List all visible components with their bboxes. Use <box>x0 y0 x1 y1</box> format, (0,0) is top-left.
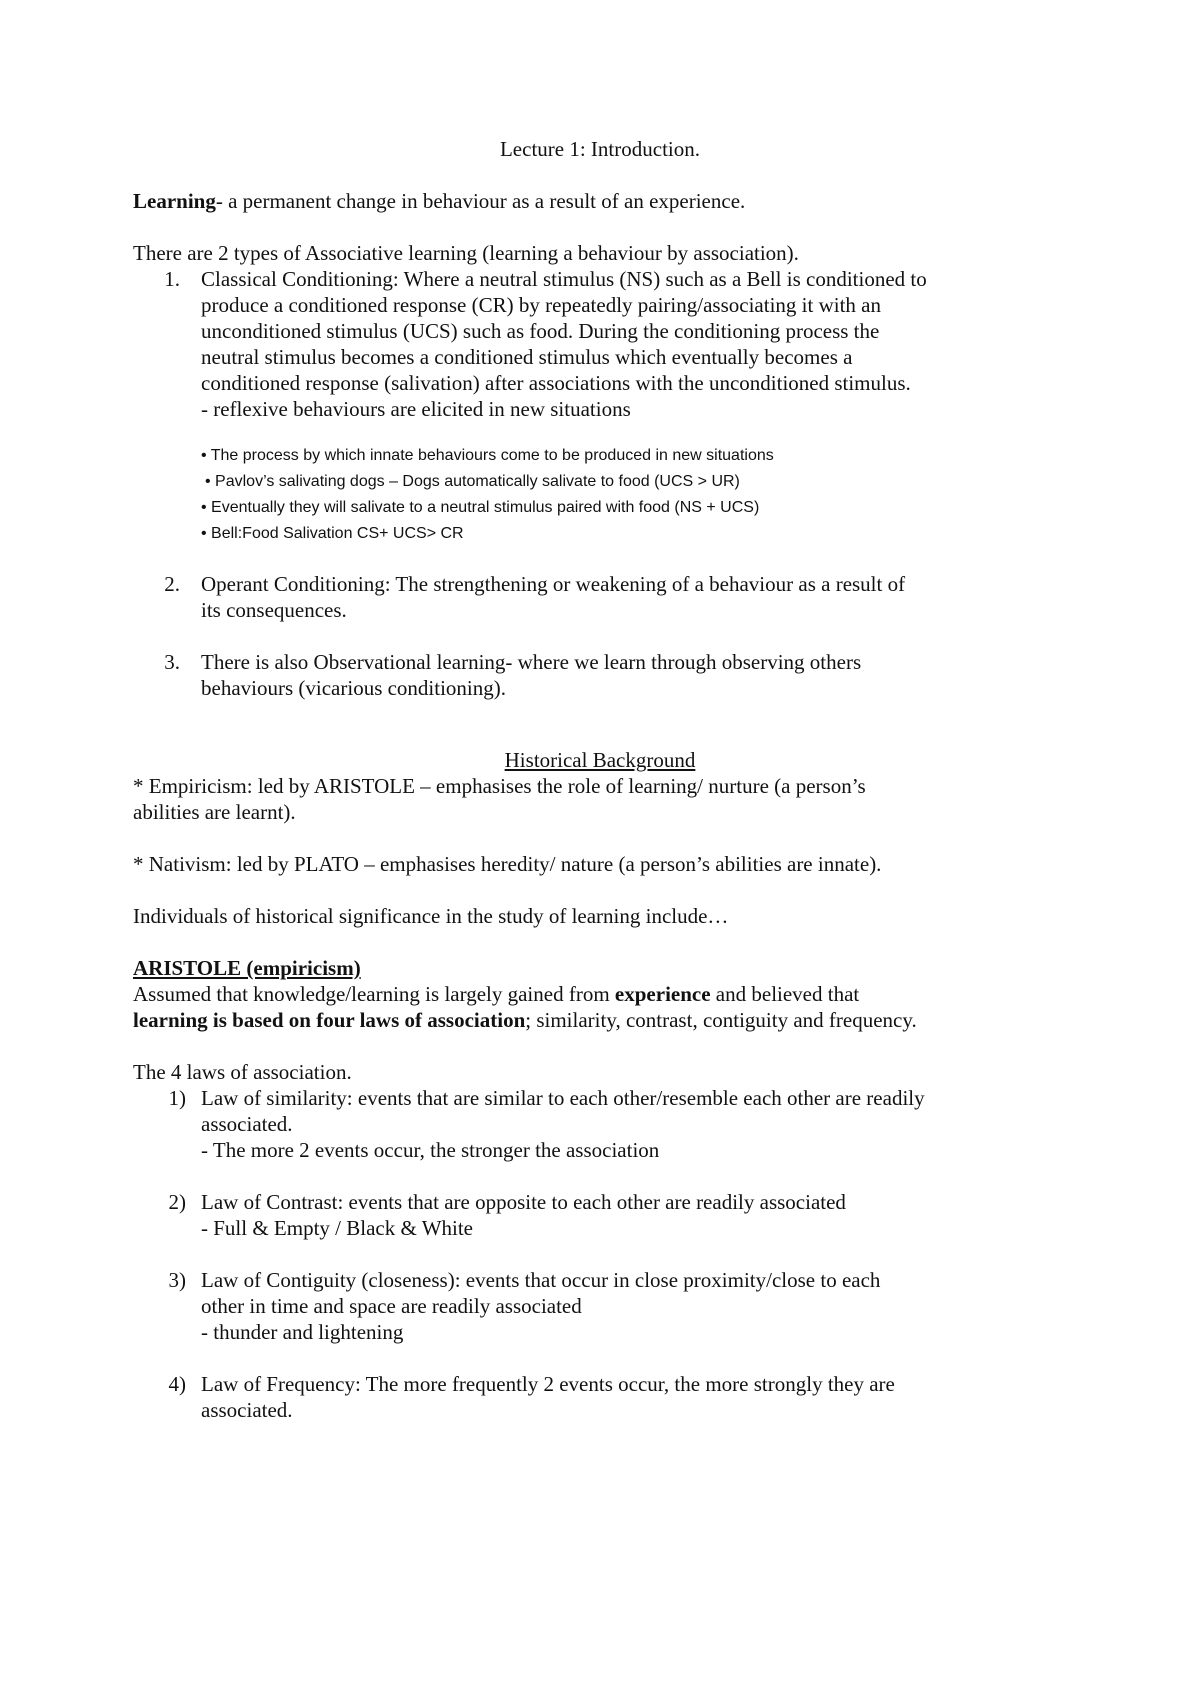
law-line: other in time and space are readily associated <box>201 1294 582 1318</box>
list-number: 1. <box>164 267 180 291</box>
classical-line: conditioned response (salivation) after associations with the unconditioned stimulus. <box>201 371 911 395</box>
classical-line: produce a conditioned response (CR) by repeatedly pairing/associating it with an <box>201 293 881 317</box>
list-number: 3. <box>164 650 180 674</box>
definition-text: - a permanent change in behaviour as a result of an experience. <box>215 189 746 213</box>
law-line: Law of Contrast: events that are opposite to each other are readily associated <box>201 1190 846 1214</box>
bullet-item: • Eventually they will salivate to a neutral stimulus paired with food (NS + UCS) <box>201 499 760 516</box>
list-number: 3) <box>168 1268 186 1292</box>
law-line: - The more 2 events occur, the stronger the association <box>201 1138 660 1162</box>
aristotle-bold-text: experience <box>614 982 711 1006</box>
list-number: 2) <box>168 1190 186 1214</box>
types-intro: There are 2 types of Associative learning (learning a behaviour by association). <box>133 241 799 265</box>
law-line: Law of similarity: events that are similar to each other/resemble each other are readily <box>201 1086 925 1110</box>
learning-definition <box>133 187 745 215</box>
aristotle-line <box>133 980 859 1008</box>
aristotle-text: ; similarity, contrast, contiguity and frequency. <box>525 1008 917 1032</box>
list-number: 4) <box>168 1372 186 1396</box>
observational-line: behaviours (vicarious conditioning). <box>201 676 507 700</box>
bullet-item: • The process by which innate behaviours come to be produced in new situations <box>201 447 774 464</box>
aristotle-heading: ARISTOLE (empiricism) <box>133 956 361 980</box>
definition-term: Learning <box>133 189 216 213</box>
bullet-item: • Bell:Food Salivation CS+ UCS> CR <box>201 525 464 542</box>
law-line: - Full & Empty / Black & White <box>201 1216 474 1240</box>
nativism-line: * Nativism: led by PLATO – emphasises heredity/ nature (a person’s abilities are innate). <box>133 852 882 876</box>
law-line: - thunder and lightening <box>201 1320 404 1344</box>
classical-line: Classical Conditioning: Where a neutral stimulus (NS) such as a Bell is conditioned to <box>201 267 927 291</box>
classical-line: - reflexive behaviours are elicited in new situations <box>201 397 631 421</box>
law-line: Law of Frequency: The more frequently 2 events occur, the more strongly they are <box>201 1372 895 1396</box>
bullet-item: • Pavlov’s salivating dogs – Dogs automatically salivate to food (UCS > UR) <box>205 473 740 490</box>
aristotle-text: and believed that <box>710 982 860 1006</box>
page-title: Lecture 1: Introduction. <box>499 137 700 161</box>
aristotle-line <box>133 1006 917 1034</box>
law-line: associated. <box>201 1112 293 1136</box>
aristotle-bold-text: learning is based on four laws of association <box>133 1008 526 1032</box>
law-line: Law of Contiguity (closeness): events that occur in close proximity/close to each <box>201 1268 881 1292</box>
classical-line: neutral stimulus becomes a conditioned stimulus which eventually becomes a <box>201 345 853 369</box>
individuals-line: Individuals of historical significance in the study of learning include… <box>133 904 729 928</box>
empiricism-line: * Empiricism: led by ARISTOLE – emphasises the role of learning/ nurture (a person’s <box>133 774 866 798</box>
operant-line: Operant Conditioning: The strengthening or weakening of a behaviour as a result of <box>201 572 906 596</box>
list-number: 1) <box>168 1086 186 1110</box>
law-line: associated. <box>201 1398 293 1422</box>
section-heading: Historical Background <box>504 748 696 772</box>
aristotle-text: Assumed that knowledge/learning is largely gained from <box>133 982 615 1006</box>
classical-line: unconditioned stimulus (UCS) such as food. During the conditioning process the <box>201 319 880 343</box>
empiricism-line: abilities are learnt). <box>133 800 296 824</box>
observational-line: There is also Observational learning- where we learn through observing others <box>201 650 862 674</box>
laws-intro: The 4 laws of association. <box>133 1060 352 1084</box>
operant-line: its consequences. <box>201 598 347 622</box>
list-number: 2. <box>164 572 180 596</box>
